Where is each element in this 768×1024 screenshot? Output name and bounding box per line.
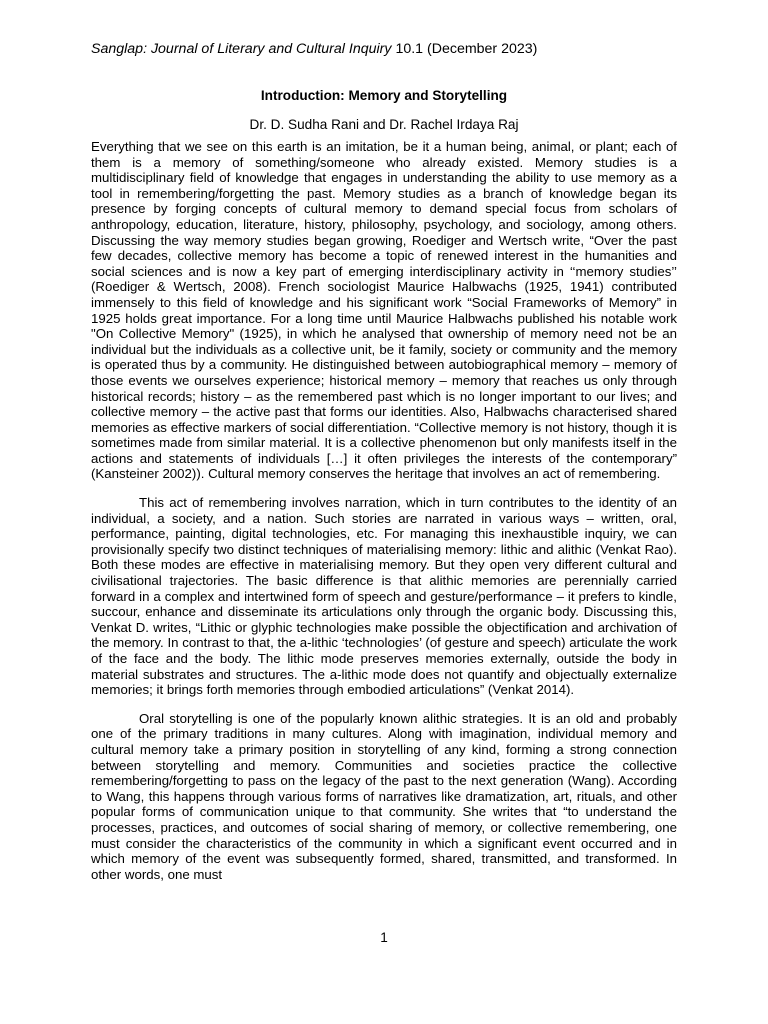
journal-issue: 10.1 (December 2023) [395, 41, 538, 57]
journal-header [91, 40, 677, 58]
body-paragraph-2: This act of remembering involves narration, which in turn contributes to the identity of an individual, a society, and a nation. Such stories are narrated in various ways – written, oral, performance, painting, digital technologies, etc. For managing this inexhaustible inquiry, we can provisionally specify two distinct techniques of materialising memory: lithic and alithic (Venkat Rao). Both these modes are effective in materialising memory. But they open very different cultural and civilisational trajectories. The basic difference is that alithic memories are perennially carried forward in a complex and intertwined form of speech and gesture/performance – it prefers to kindle, succour, enhance and disseminate its articulations only through the organic body. Discussing this, Venkat D. writes, “Lithic or glyphic technologies make possible the objectification and archivation of the memory. In contrast to that, the a-lithic ‘technologies’ (of gesture and speech) articulate the work of the face and the body. The lithic mode preserves memories externally, outside the body in material substrates and structures. The a-lithic mode does not quantify and objectually externalize memories; it brings forth memories through embodied articulations” (Venkat 2014). [91, 495, 677, 698]
document-page [91, 40, 677, 895]
body-paragraph-1: Everything that we see on this earth is an imitation, be it a human being, animal, or plant; each of them is a memory of something/someone who already existed. Memory studies is a multidisciplinary field of knowledge that engages in understanding the ability to use memory as a tool in remembering/forgetting the past. Memory studies as a branch of knowledge began its presence by forging concepts of cultural memory to demand special focus from scholars of anthropology, education, literature, history, philosophy, psychology, and sociology, among others. Discussing the way memory studies began growing, Roediger and Wertsch write, “Over the past few decades, collective memory has become a topic of renewed interest in the humanities and social sciences and is now a key part of emerging interdisciplinary activity in ‘‘memory studies’’ (Roediger & Wertsch, 2008). French sociologist Maurice Halbwachs (1925, 1941) contributed immensely to this field of knowledge and his significant work “Social Frameworks of Memory” in 1925 holds great importance. For a long time until Maurice Halbwachs published his notable work "On Collective Memory" (1925), in which he analysed that ownership of memory need not be an individual but the individuals as a collective unit, be it family, society or community and the memory is operated thus by a community. He distinguished between autobiographical memory – memory of those events we ourselves experience; historical memory – memory that reaches us only through historical records; history – as the remembered past which is no longer important to our lives; and collective memory – the active past that forms our identities. Also, Halbwachs characterised shared memories as effective markers of social differentiation. “Collective memory is not history, though it is sometimes made from similar material. It is a collective phenomenon but only manifests itself in the actions and statements of individuals […] it often privileges the interests of the contemporary” (Kansteiner 2002)). Cultural memory conserves the heritage that involves an act of remembering. [91, 139, 677, 482]
page-number: 1 [380, 930, 388, 945]
article-authors: Dr. D. Sudha Rani and Dr. Rachel Irdaya Raj [249, 117, 519, 132]
body-paragraph-3: Oral storytelling is one of the popularly known alithic strategies. It is an old and probably one of the primary traditions in many cultures. Along with imagination, individual memory and cultural memory take a primary position in storytelling of any kind, forming a strong connection between storytelling and memory. Communities and societies practice the collective remembering/forgetting to pass on the legacy of the past to the next generation (Wang). According to Wang, this happens through various forms of narratives like dramatization, art, rituals, and other popular forms of communication unique to that community. She writes that “to understand the processes, practices, and outcomes of social sharing of memory, or collective remembering, one must consider the characteristics of the community in which a significant event occurred and in which memory of the event was subsequently formed, shared, transmitted, and transformed. In other words, one must [91, 710, 677, 882]
article-title: Introduction: Memory and Storytelling [260, 88, 508, 103]
journal-name: Sanglap: Journal of Literary and Cultural Inquiry [91, 41, 392, 57]
